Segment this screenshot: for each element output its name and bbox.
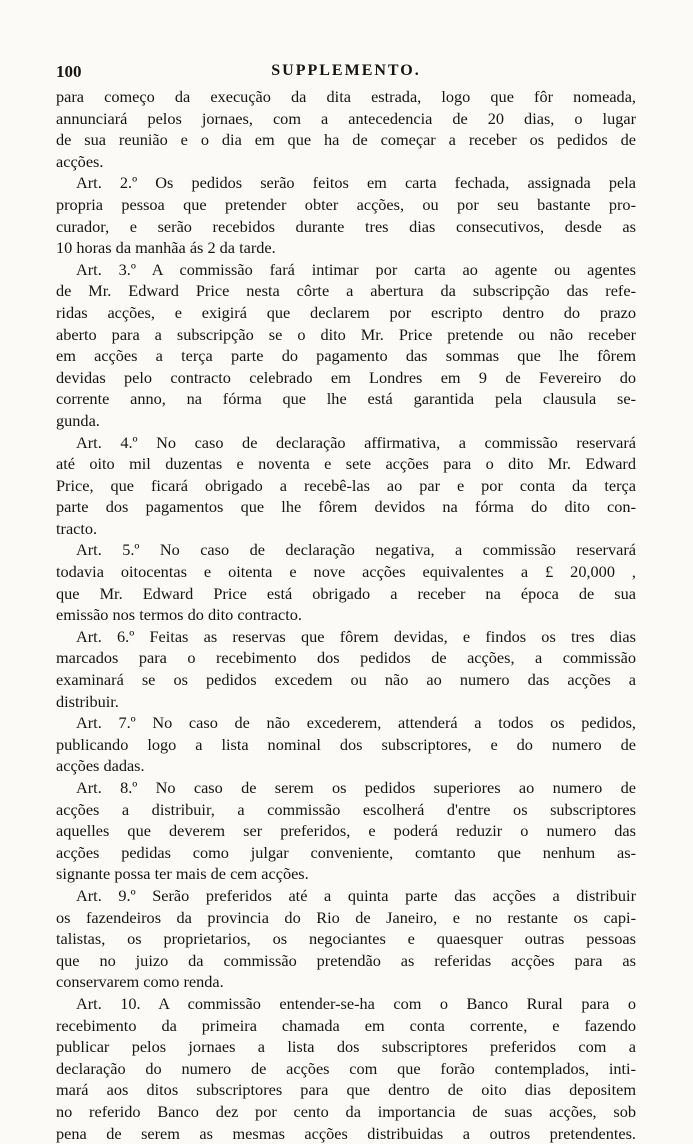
text-line: aquelles que deverem ser preferidos, e poderá reduzir o numero das — [56, 820, 636, 842]
text-line: de Mr. Edward Price nesta côrte a abertura da subscripção das refe- — [56, 280, 636, 302]
page-header — [56, 62, 636, 84]
body-text — [56, 86, 636, 1144]
text-line: de sua reunião e o dia em que ha de começar a receber os pedidos de — [56, 129, 636, 151]
text-line: que Mr. Edward Price está obrigado a receber na época de sua — [56, 583, 636, 605]
text-line: aberto para a subscripção se o dito Mr. Price pretende ou não receber — [56, 324, 636, 346]
text-line: Art. 3.º A commissão fará intimar por carta ao agente ou agentes — [56, 259, 636, 281]
text-line: Art. 8.º No caso de serem os pedidos superiores ao numero de — [56, 777, 636, 799]
text-line: devidas pelo contracto celebrado em Londres em 9 de Fevereiro do — [56, 367, 636, 389]
text-line: no referido Banco dez por cento da importancia de suas acções, sob — [56, 1101, 636, 1123]
text-line: para começo da execução da dita estrada, logo que fôr nomeada, — [56, 86, 636, 108]
text-line: Art. 4.º No caso de declaração affirmativa, a commissão reservará — [56, 432, 636, 454]
text-line: em acções a terça parte do pagamento das sommas que lhe fôrem — [56, 345, 636, 367]
text-line: tracto. — [56, 518, 636, 540]
text-line: curador, e serão recebidos durante tres dias consecutivos, desde as — [56, 216, 636, 238]
text-line: Art. 9.º Serão preferidos até a quinta parte das acções a distribuir — [56, 885, 636, 907]
text-line: distribuir. — [56, 691, 636, 713]
page-number: 100 — [56, 62, 82, 82]
text-line: acções. — [56, 151, 636, 173]
text-line: Art. 5.º No caso de declaração negativa, a commissão reservará — [56, 539, 636, 561]
text-line: Art. 6.º Feitas as reservas que fôrem devidas, e findos os tres dias — [56, 626, 636, 648]
text-line: annunciará pelos jornaes, com a antecedencia de 20 dias, o lugar — [56, 108, 636, 130]
text-line: examinará se os pedidos excedem ou não ao numero das acções a — [56, 669, 636, 691]
text-line: acções pedidas como julgar conveniente, comtanto que nenhum as- — [56, 842, 636, 864]
text-line: acções a distribuir, a commissão escolherá d'entre os subscriptores — [56, 799, 636, 821]
running-head: SUPPLEMENTO. — [56, 62, 636, 80]
text-line: declaração do numero de acções com que forão contemplados, inti- — [56, 1058, 636, 1080]
text-line: recebimento da primeira chamada em conta corrente, e fazendo — [56, 1015, 636, 1037]
text-line: Art. 7.º No caso de não excederem, attenderá a todos os pedidos, — [56, 712, 636, 734]
text-line: conservarem como renda. — [56, 971, 636, 993]
text-line: gunda. — [56, 410, 636, 432]
text-line: todavia oitocentas e oitenta e nove acções equivalentes a £ 20,000 , — [56, 561, 636, 583]
text-line: Art. 10. A commissão entender-se-ha com o Banco Rural para o — [56, 993, 636, 1015]
text-line: signante possa ter mais de cem acções. — [56, 863, 636, 885]
text-line: acções dadas. — [56, 755, 636, 777]
text-line: ridas acções, e exigirá que declarem por escripto dentro do prazo — [56, 302, 636, 324]
text-line: publicar pelos jornaes a lista dos subscriptores preferidos com a — [56, 1036, 636, 1058]
text-line: Art. 2.º Os pedidos serão feitos em carta fechada, assignada pela — [56, 172, 636, 194]
text-line: 10 horas da manhãa ás 2 da tarde. — [56, 237, 636, 259]
text-line: corrente anno, na fórma que lhe está garantida pela clausula se- — [56, 388, 636, 410]
text-line: emissão nos termos do dito contracto. — [56, 604, 636, 626]
text-line: publicando logo a lista nominal dos subscriptores, e do numero de — [56, 734, 636, 756]
text-line: pena de serem as mesmas acções distribuidas a outros pretendentes. — [56, 1123, 636, 1144]
text-line: propria pessoa que pretender obter acções, ou por seu bastante pro- — [56, 194, 636, 216]
text-line: mará aos ditos subscriptores para que dentro de oito dias depositem — [56, 1079, 636, 1101]
text-line: os fazendeiros da provincia do Rio de Janeiro, e no restante os capi- — [56, 907, 636, 929]
text-line: parte dos pagamentos que lhe fôrem devidos na fórma do dito con- — [56, 496, 636, 518]
text-line: Price, que ficará obrigado a recebê-las ao par e por conta da terça — [56, 475, 636, 497]
text-line: talistas, os proprietarios, os negociantes e quaesquer outras pessoas — [56, 928, 636, 950]
text-line: até oito mil duzentas e noventa e sete acções para o dito Mr. Edward — [56, 453, 636, 475]
text-line: que no juizo da commissão pretendão as referidas acções para as — [56, 950, 636, 972]
text-line: marcados para o recebimento dos pedidos de acções, a commissão — [56, 647, 636, 669]
